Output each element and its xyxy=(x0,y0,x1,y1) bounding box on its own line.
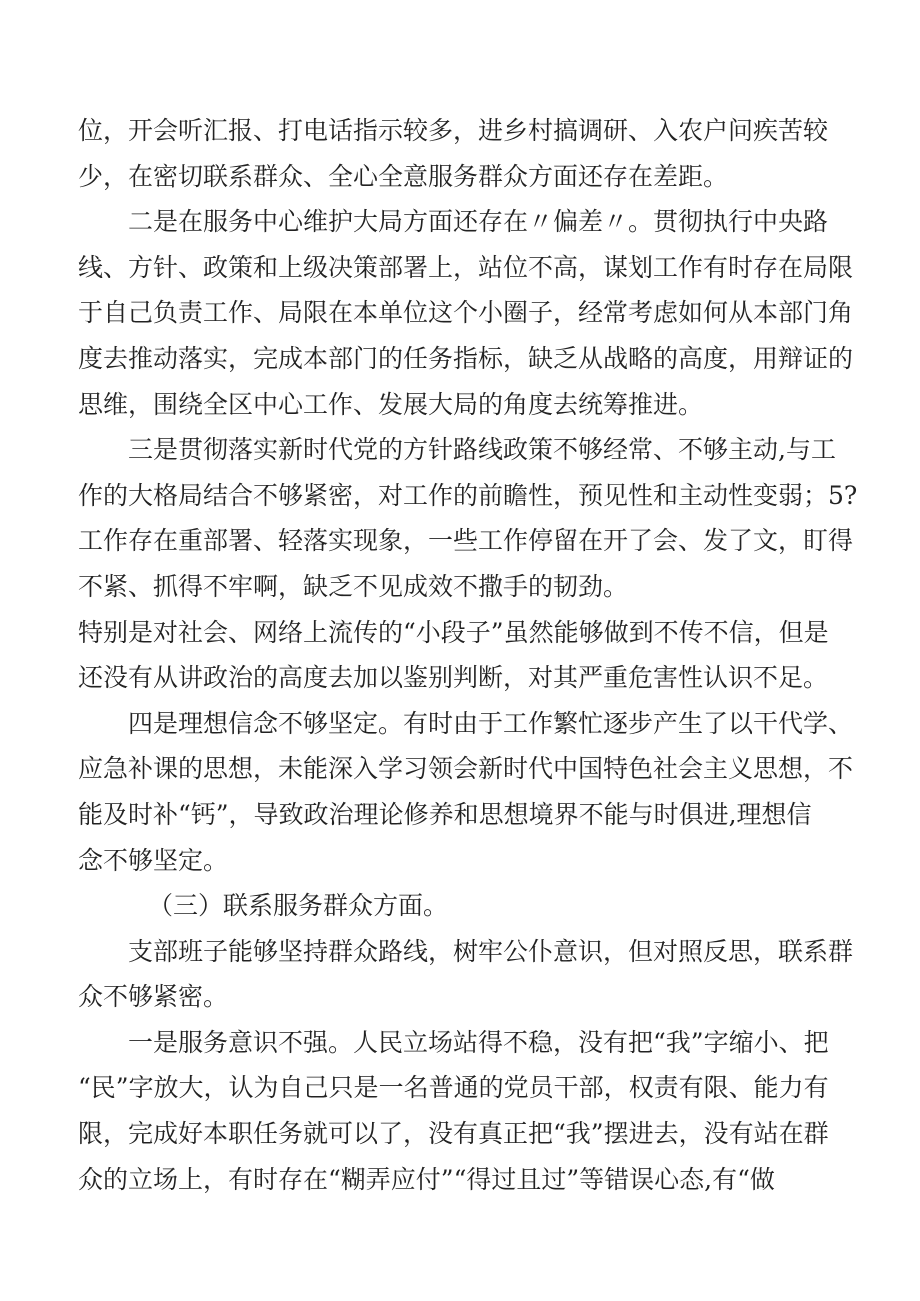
text-line: 作的大格局结合不够紧密，对工作的前瞻性，预见性和主动性变弱；5? xyxy=(78,480,858,510)
text-line: 不紧、抓得不牢啊，缺乏不见成效不撒手的韧劲。 xyxy=(78,571,629,601)
text-line: 众不够紧密。 xyxy=(78,982,229,1012)
paragraph-start-line: 二是在服务中心维护大局方面还存在〃偏差〃。贯彻执行中央路 xyxy=(128,207,829,237)
text-line: 位，开会听汇报、打电话指示较多，进乡村搞调研、入农户问疾苦较 xyxy=(78,116,829,145)
text-line: 念不够坚定。 xyxy=(78,845,229,875)
text-line: 少，在密切联系群众、全心全意服务群众方面还存在差距。 xyxy=(78,161,729,191)
text-line: 众的立场上，有时存在“糊弄应付”“得过且过”等错误心态,有“做 xyxy=(78,1164,775,1194)
paragraph-start-line: 三是贯彻落实新时代党的方针路线政策不够经常、不够主动,与工 xyxy=(128,435,836,465)
paragraph-start-line: 支部班子能够坚持群众路线，树牢公仆意识，但对照反思，联系群 xyxy=(128,936,854,966)
text-line: 应急补课的思想，未能深入学习领会新时代中国特色社会主义思想，不 xyxy=(78,754,854,784)
text-line: “民”字放大，认为自己只是一名普通的党员干部，权责有限、能力有 xyxy=(78,1073,829,1103)
text-line: 能及时补“钙”，导致政治理论修养和思想境界不能与时俱进,理想信 xyxy=(78,799,812,829)
text-line: 线、方针、政策和上级决策部署上，站位不高，谋划工作有时存在局限 xyxy=(78,252,854,282)
paragraph-start-line: 一是服务意识不强。人民立场站得不稳，没有把“我”字缩小、把 xyxy=(128,1027,829,1057)
text-line: 思维，围绕全区中心工作、发展大局的角度去统筹推进。 xyxy=(78,389,704,419)
paragraph-start-line: 四是理想信念不够坚定。有时由于工作繁忙逐步产生了以干代学、 xyxy=(128,708,854,738)
section-heading: （三）联系服务群众方面。 xyxy=(148,891,449,921)
text-line: 于自己负责工作、局限在本单位这个小圈子，经常考虑如何从本部门角 xyxy=(78,298,854,328)
text-line: 还没有从讲政治的高度去加以鉴别判断，对其严重危害性认识不足。 xyxy=(78,663,829,693)
text-line: 限，完成好本职任务就可以了，没有真正把“我”摆进去，没有站在群 xyxy=(78,1119,829,1149)
text-line: 工作存在重部署、轻落实现象，一些工作停留在开了会、发了文，盯得 xyxy=(78,526,854,556)
text-line: 特别是对社会、网络上流传的“小段子”虽然能够做到不传不信，但是 xyxy=(78,617,829,647)
text-line: 度去推动落实，完成本部门的任务指标，缺乏从战略的高度，用辩证的 xyxy=(78,343,854,373)
body-text xyxy=(78,108,858,1202)
